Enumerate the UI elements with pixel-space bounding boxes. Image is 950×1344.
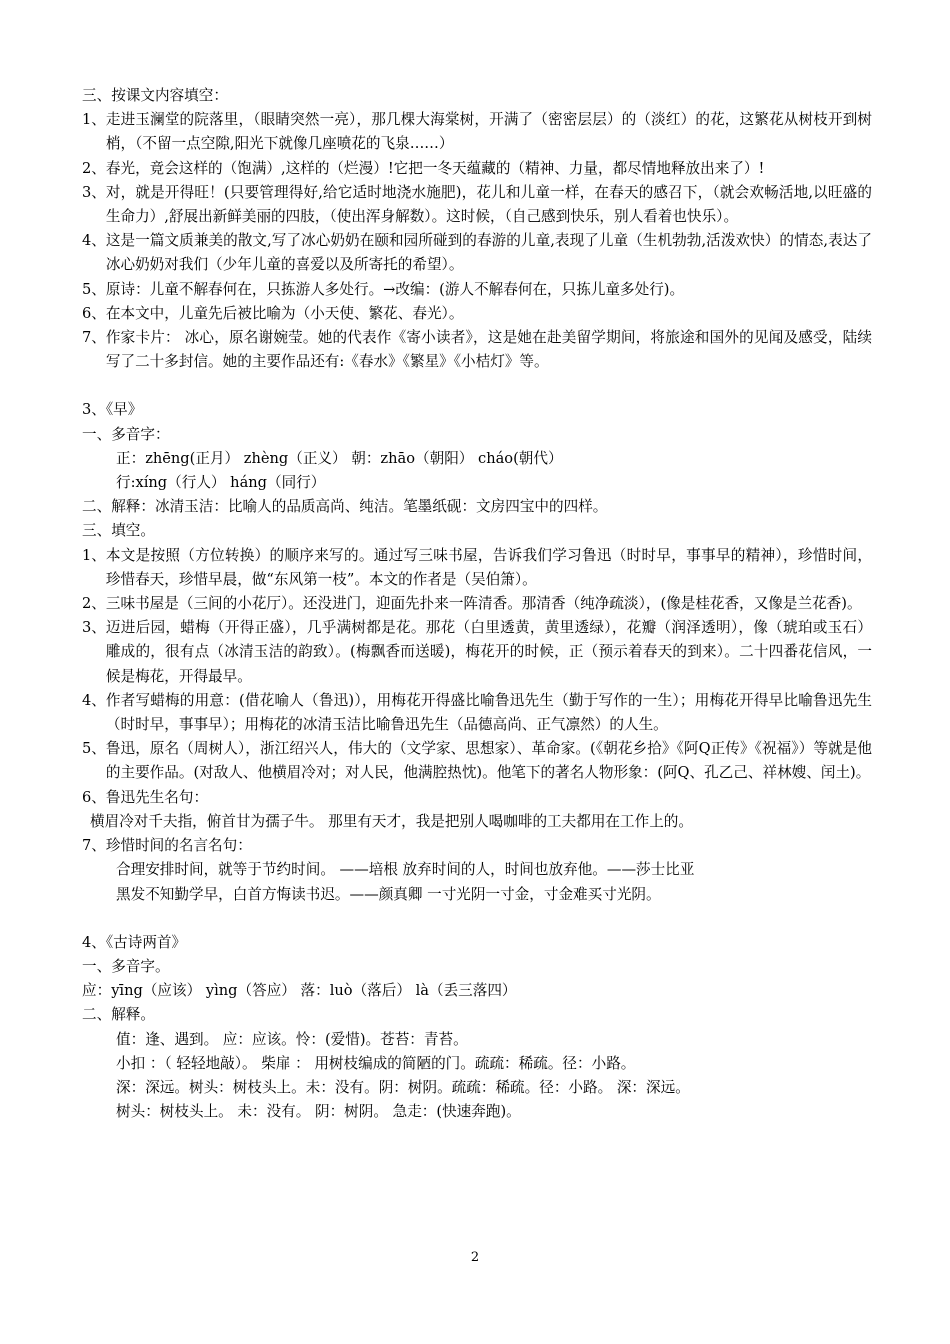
list-item: 6、 在本文中，儿童先后被比喻为（小天使、繁花、春光）。 [82, 304, 464, 322]
explanation-line: 值：逢、遇到。 应：应该。怜：(爱惜)。苍苔：青苔。 [116, 1030, 468, 1048]
list-item: 4、 这是一篇文质兼美的散文,写了冰心奶奶在颐和园所碰到的春游的儿童,表现了儿童（生机勃勃,活泼欢快）的情态,表达了冰心奶奶对我们（少年儿童的喜爱以及所寄托的希望）。 [82, 232, 872, 274]
lesson-title: 4、《古诗两首》 [82, 933, 187, 951]
section-heading: 三、按课文内容填空： [82, 87, 228, 104]
polyphone-line: 应：yīng（应该） yìng（答应） 落：luò（落后） là（丢三落四） [82, 982, 517, 1000]
list-item: 1、 本文是按照（方位转换）的顺序来写的。通过写三味书屋，告诉我们学习鲁迅（时时早，事事早的精神），珍惜时间，珍惜春天，珍惜早晨，做“东风第一枝”。本文的作者是（吴伯箫）。 [82, 546, 872, 588]
list-item: 3、 迈进后园，蜡梅（开得正盛），几乎满树都是花。那花（白里透黄，黄里透绿），花瓣（润泽透明），像（琥珀或玉石）雕成的，很有点（冰清玉洁的韵致）。(梅飘香而送暖)，梅花开的时候，正（预示着春天的到来）。二十四番花信风，一候是梅花，开得最早。 [82, 619, 872, 685]
explanation-line: 树头：树枝头上。 未：没有。 阴：树阴。 急走：(快速奔跑)。 [116, 1103, 521, 1121]
list-item: 4、 作者写蜡梅的用意：(借花喻人（鲁迅)），用梅花开得盛比喻鲁迅先生（勤于写作的一生）；用梅花开得早比喻鲁迅先生（时时早，事事早）；用梅花的冰清玉洁比喻鲁迅先生（品德高尚、正气凛然）的人生。 [82, 691, 872, 734]
list-item: 5、 鲁迅，原名（周树人），浙江绍兴人，伟大的（文学家、思想家）、革命家。(《朝花乡拾》《阿Q正传》《祝福》）等就是他的主要作品。(对敌人、他横眉冷对；对人民，他满腔热忱)。他笔下的著名人物形象：(阿Q、孔乙己、祥林嫂、闰土)。 [82, 740, 872, 782]
explanation-line: 深：深远。树头：树枝头上。未：没有。阴：树阴。疏疏：稀疏。径：小路。 深：深远。 [116, 1078, 690, 1096]
explanation-line: 小扣 ：（ 轻轻地敲）。 柴扉 ： 用树枝编成的简陋的门。疏疏：稀疏。径：小路。 [116, 1054, 636, 1072]
section-heading: 二、解释。 [82, 1006, 155, 1024]
section-heading: 二、解释：冰清玉洁：比喻人的品质高尚、纯洁。笔墨纸砚：文房四宝中的四样。 [82, 498, 608, 516]
page-number: 2 [470, 1250, 480, 1265]
quote-line: 横眉冷对千夫指，俯首甘为孺子牛。 那里有天才，我是把别人喝咖啡的工夫都用在工作上的。 [90, 812, 693, 830]
document-body [82, 84, 872, 1124]
polyphone-line: 行:xíng（行人） háng（同行） [116, 474, 326, 492]
polyphone-line: 正：zhēng(正月） zhèng（正义） 朝：zhāo（朝阳） cháo(朝代） [116, 449, 563, 467]
section-heading: 三、填空。 [82, 522, 155, 540]
list-item: 6、 鲁迅先生名句： [82, 788, 209, 806]
quote-line: 合理安排时间，就等于节约时间。 ——培根 放弃时间的人，时间也放弃他。——莎士比亚 [116, 861, 695, 879]
lesson-title: 3、《早》 [82, 401, 143, 419]
section-heading: 一、多音字： [82, 425, 170, 443]
list-item: 2、 三味书屋是（三间的小花厅）。还没进门，迎面先扑来一阵清香。那清香（纯净疏淡），(像是桂花香，又像是兰花香)。 [82, 595, 862, 613]
list-item: 5、 原诗：儿童不解春何在，只拣游人多处行。→改编：(游人不解春何在，只拣儿童多处行)。 [82, 280, 685, 298]
list-item: 3、 对，就是开得旺！(只要管理得好,给它适时地浇水施肥)，花儿和儿童一样，在春天的感召下，（就会欢畅活地,以旺盛的生命力）,舒展出新鲜美丽的四肢，（使出浑身解数）。这时候，（自己感到快乐，别人看着也快乐）。 [82, 183, 872, 226]
quote-line: 黑发不知勤学早，白首方悔读书迟。——颜真卿 一寸光阴一寸金，寸金难买寸光阴。 [116, 885, 661, 903]
list-item: 1、 走进玉澜堂的院落里，（眼睛突然一亮），那几棵大海棠树，开满了（密密层层）的（淡红）的花，这繁花从树枝开到树梢，（不留一点空隙,阳光下就像几座喷花的飞泉……） [82, 111, 872, 153]
list-item: 2、 春光，竟会这样的（饱满）,这样的（烂漫）!它把一冬天蕴藏的（精神、力量，都尽情地释放出来了）! [82, 159, 765, 177]
list-item: 7、 珍惜时间的名言名句： [82, 837, 252, 855]
list-item: 7、 作家卡片： 冰心，原名谢婉莹。她的代表作《寄小读者》，这是她在赴美留学期间，将旅途和国外的见闻及感受，陆续写了二十多封信。她的主要作品还有:《春水》《繁星》《小桔灯》等。 [82, 329, 872, 371]
section-heading: 一、多音字。 [82, 957, 170, 975]
